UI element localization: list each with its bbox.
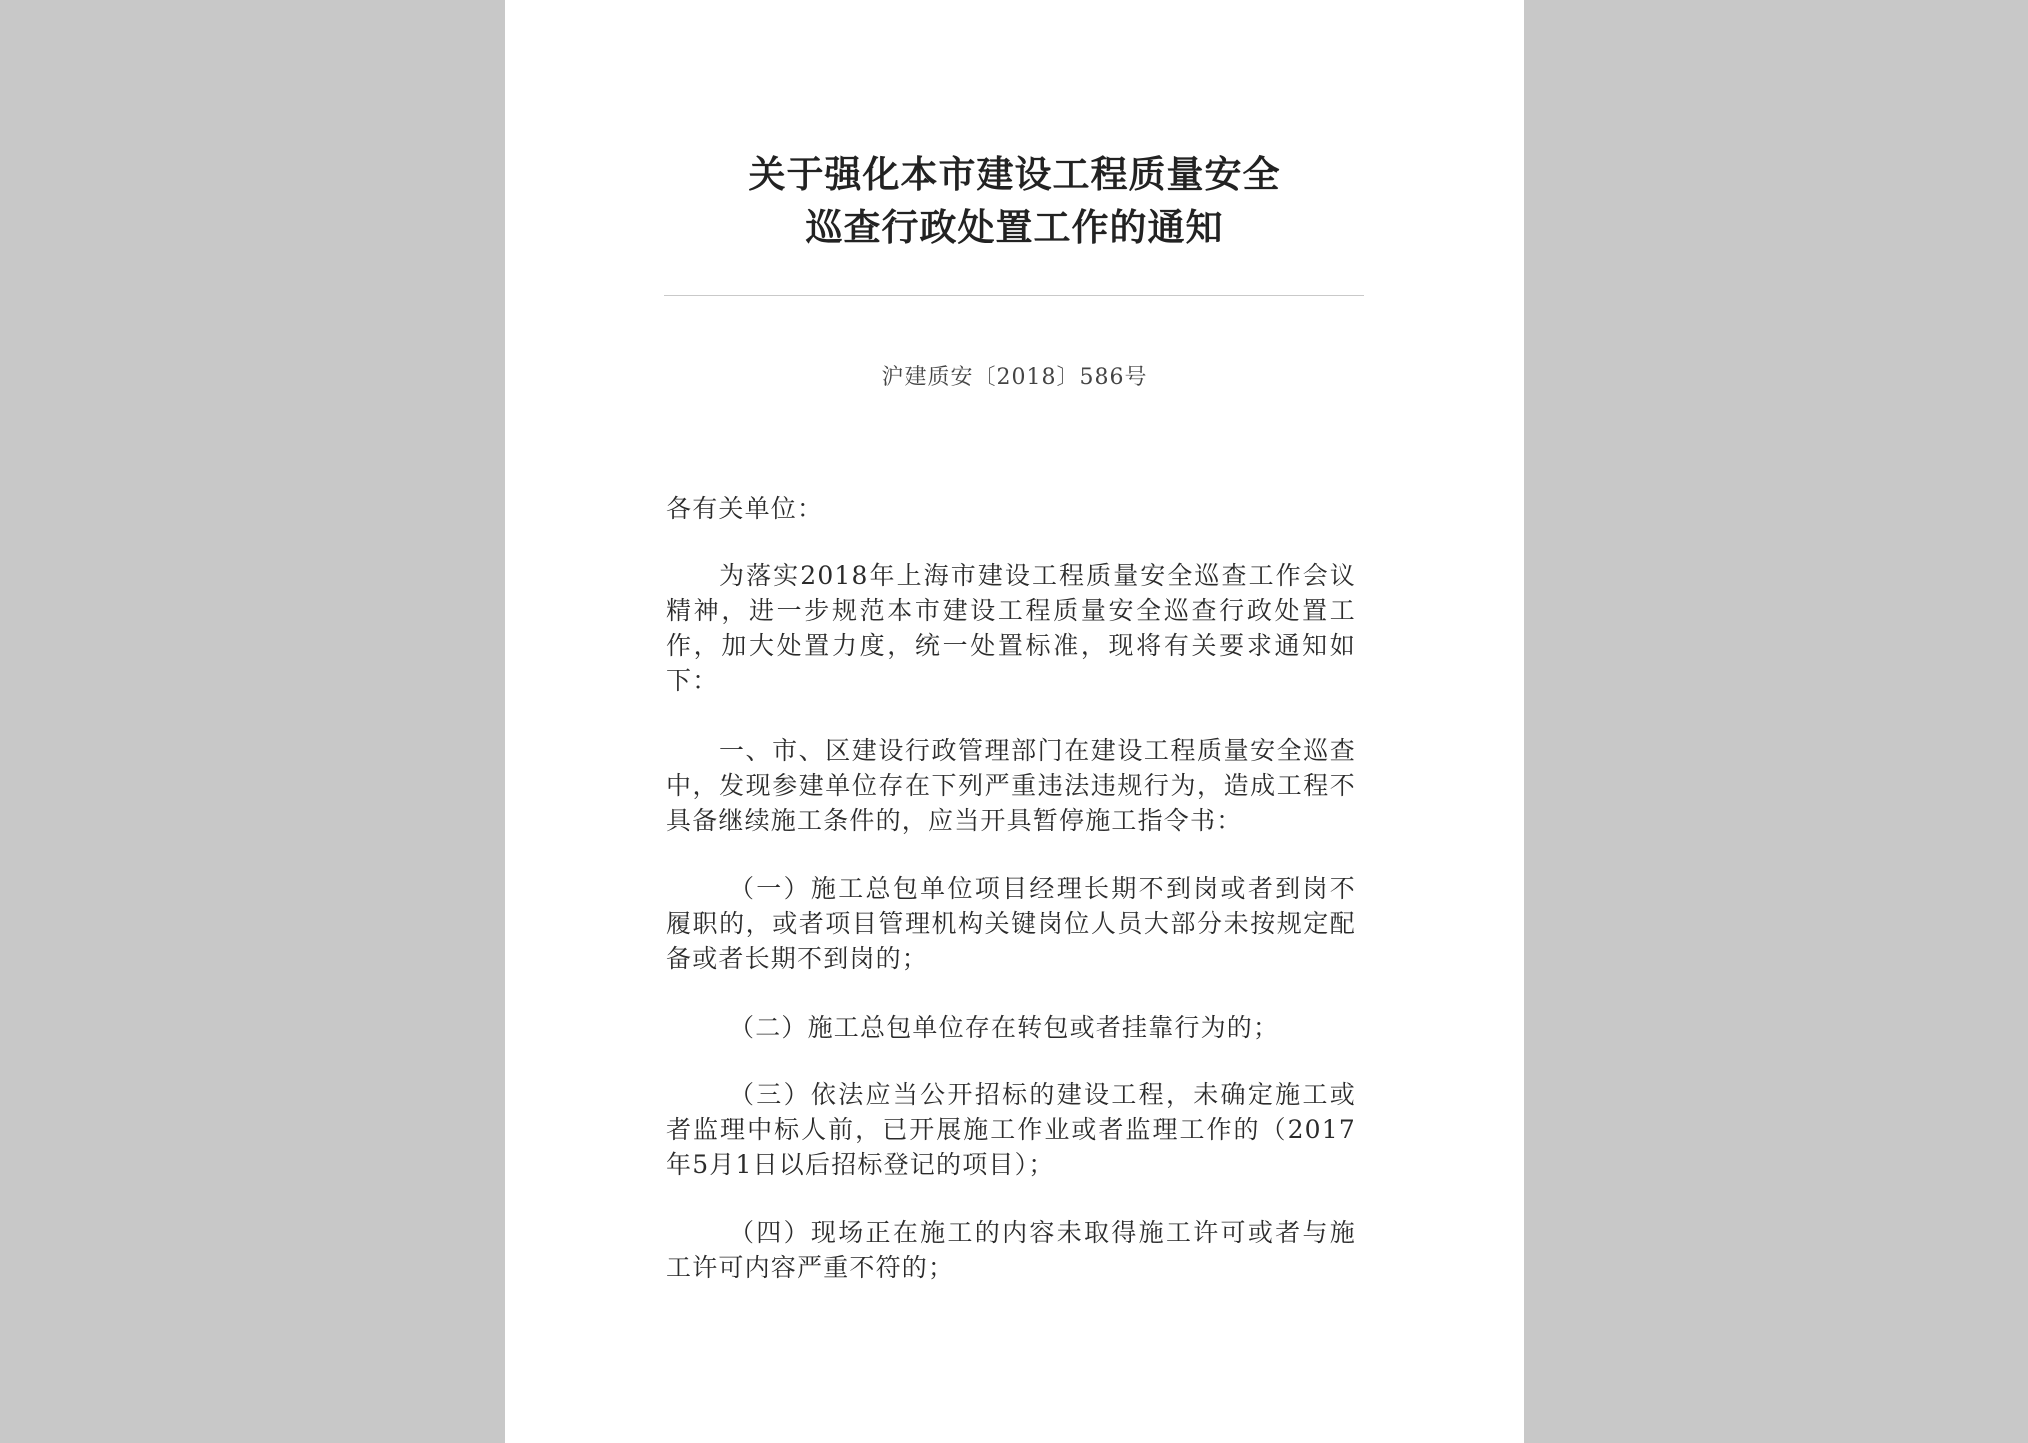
document-title-line-2: 巡查行政处置工作的通知: [805, 205, 1224, 249]
paragraph-item-4: （四）现场正在施工的内容未取得施工许可或者与施工许可内容严重不符的；: [666, 1218, 1356, 1282]
document-number: 沪建质安〔2018〕586号: [881, 365, 1148, 390]
document-page: [505, 0, 1524, 1443]
title-divider: [664, 295, 1364, 296]
paragraph-item-2: （二）施工总包单位存在转包或者挂靠行为的；: [729, 1013, 1280, 1042]
paragraph-item-3: （三）依法应当公开招标的建设工程，未确定施工或者监理中标人前，已开展施工作业或者监理工作的（2017年5月1日以后招标登记的项目）；: [666, 1080, 1356, 1179]
paragraph-section-1: 一、市、区建设行政管理部门在建设工程质量安全巡查中，发现参建单位存在下列严重违法违规行为，造成工程不具备继续施工条件的，应当开具暂停施工指令书：: [666, 736, 1356, 835]
document-title-line-1: 关于强化本市建设工程质量安全: [748, 152, 1281, 196]
paragraph-item-1: （一）施工总包单位项目经理长期不到岗或者到岗不履职的，或者项目管理机构关键岗位人员大部分未按规定配备或者长期不到岗的；: [666, 874, 1356, 973]
paragraph-intro: 为落实2018年上海市建设工程质量安全巡查工作会议精神，进一步规范本市建设工程质量安全巡查行政处置工作，加大处置力度，统一处置标准，现将有关要求通知如下：: [666, 561, 1356, 695]
salutation: 各有关单位：: [666, 494, 824, 523]
